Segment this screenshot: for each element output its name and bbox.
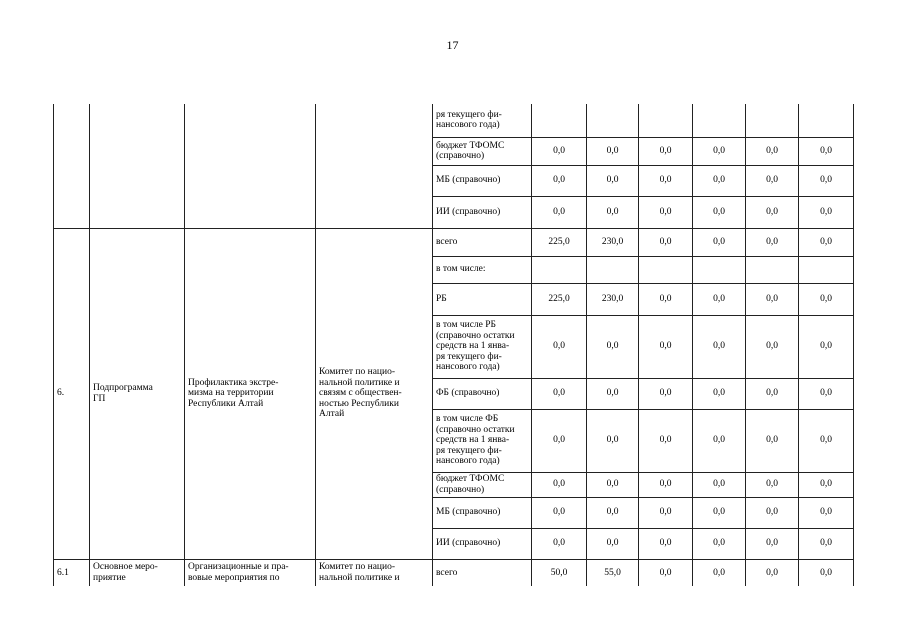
value-cell: 0,0 xyxy=(693,559,746,586)
table-row xyxy=(54,559,854,586)
value-cell: 0,0 xyxy=(587,409,639,472)
value-cell: 0,0 xyxy=(799,528,854,559)
value-cell: 0,0 xyxy=(693,228,746,256)
value-cell xyxy=(693,104,746,137)
value-cell: 225,0 xyxy=(532,228,587,256)
executor-text: Комитет по нацио- нальной политике и xyxy=(319,562,400,583)
value-cell: 0,0 xyxy=(746,315,799,378)
value-cell: 0,0 xyxy=(799,559,854,586)
value-cell: 0,0 xyxy=(693,283,746,315)
number-cell: 6. xyxy=(54,228,90,559)
value-cell: 0,0 xyxy=(639,228,693,256)
source-cell: МБ (справочно) xyxy=(433,497,532,528)
source-cell: ря текущего фи- нансового года) xyxy=(433,104,532,137)
value-cell: 0,0 xyxy=(587,196,639,228)
value-cell: 0,0 xyxy=(532,165,587,196)
value-cell: 0,0 xyxy=(639,528,693,559)
value-cell: 0,0 xyxy=(746,137,799,165)
value-cell: 0,0 xyxy=(799,137,854,165)
value-cell: 0,0 xyxy=(799,165,854,196)
value-cell: 0,0 xyxy=(587,315,639,378)
value-cell: 0,0 xyxy=(587,497,639,528)
source-cell: в том числе РБ (справочно остатки средств на 1 янва- ря текущего фи- нансового года) xyxy=(433,315,532,378)
value-cell: 0,0 xyxy=(746,228,799,256)
source-cell: РБ xyxy=(433,283,532,315)
value-cell: 0,0 xyxy=(532,315,587,378)
value-cell: 50,0 xyxy=(532,559,587,586)
value-cell xyxy=(746,256,799,283)
value-cell: 0,0 xyxy=(532,497,587,528)
source-cell: ФБ (справочно) xyxy=(433,378,532,409)
source-cell: бюджет ТФОМС (справочно) xyxy=(433,137,532,165)
name-text: Профилактика экстре- мизма на территории Республики Алтай xyxy=(188,377,279,409)
page-number: 17 xyxy=(446,38,459,52)
value-cell: 0,0 xyxy=(639,315,693,378)
source-cell: в том числе ФБ (справочно остатки средств на 1 янва- ря текущего фи- нансового года) xyxy=(433,409,532,472)
value-cell: 0,0 xyxy=(587,472,639,497)
value-cell xyxy=(799,104,854,137)
source-cell: ИИ (справочно) xyxy=(433,196,532,228)
value-cell: 0,0 xyxy=(799,315,854,378)
value-cell: 0,0 xyxy=(587,528,639,559)
value-cell: 0,0 xyxy=(587,137,639,165)
value-cell: 0,0 xyxy=(639,559,693,586)
number-cell: 6.1 xyxy=(54,559,90,586)
value-cell: 0,0 xyxy=(532,196,587,228)
table-row xyxy=(54,228,854,256)
table-row xyxy=(54,104,854,137)
value-cell: 0,0 xyxy=(639,409,693,472)
source-cell: ИИ (справочно) xyxy=(433,528,532,559)
executor-cell xyxy=(316,104,433,228)
value-cell: 0,0 xyxy=(532,137,587,165)
value-cell xyxy=(587,256,639,283)
value-cell: 0,0 xyxy=(746,497,799,528)
value-cell: 0,0 xyxy=(746,196,799,228)
value-cell: 0,0 xyxy=(693,137,746,165)
value-cell: 0,0 xyxy=(746,165,799,196)
value-cell: 0,0 xyxy=(639,497,693,528)
value-cell: 0,0 xyxy=(587,165,639,196)
value-cell: 0,0 xyxy=(693,472,746,497)
value-cell: 0,0 xyxy=(693,528,746,559)
value-cell: 0,0 xyxy=(532,528,587,559)
value-cell xyxy=(746,104,799,137)
value-cell: 0,0 xyxy=(799,497,854,528)
value-cell: 0,0 xyxy=(799,283,854,315)
status-text: Подпрограмма ГП xyxy=(93,383,153,404)
value-cell: 0,0 xyxy=(639,165,693,196)
name-cell xyxy=(185,559,316,586)
budget-table xyxy=(53,104,854,586)
source-cell: МБ (справочно) xyxy=(433,165,532,196)
value-cell: 0,0 xyxy=(746,283,799,315)
source-cell: в том числе: xyxy=(433,256,532,283)
value-cell: 230,0 xyxy=(587,228,639,256)
value-cell: 0,0 xyxy=(693,165,746,196)
executor-text: Комитет по нацио- нальной политике и связям с обществен- ностью Республики Алтай xyxy=(319,367,402,420)
source-cell: бюджет ТФОМС (справочно) xyxy=(433,472,532,497)
value-cell: 225,0 xyxy=(532,283,587,315)
value-cell: 55,0 xyxy=(587,559,639,586)
value-cell: 0,0 xyxy=(639,378,693,409)
value-cell: 0,0 xyxy=(587,378,639,409)
status-cell xyxy=(90,559,185,586)
value-cell: 0,0 xyxy=(639,472,693,497)
value-cell: 0,0 xyxy=(693,196,746,228)
value-cell: 0,0 xyxy=(532,378,587,409)
value-cell: 0,0 xyxy=(799,409,854,472)
value-cell: 230,0 xyxy=(587,283,639,315)
value-cell: 0,0 xyxy=(532,409,587,472)
executor-cell xyxy=(316,228,433,559)
value-cell xyxy=(532,256,587,283)
value-cell xyxy=(693,256,746,283)
value-cell: 0,0 xyxy=(746,528,799,559)
source-cell: всего xyxy=(433,228,532,256)
status-text: Основное меро- приятие xyxy=(93,562,158,583)
value-cell: 0,0 xyxy=(799,196,854,228)
value-cell: 0,0 xyxy=(799,472,854,497)
name-cell xyxy=(185,228,316,559)
value-cell: 0,0 xyxy=(693,497,746,528)
value-cell: 0,0 xyxy=(639,137,693,165)
value-cell: 0,0 xyxy=(639,196,693,228)
value-cell xyxy=(532,104,587,137)
value-cell: 0,0 xyxy=(532,472,587,497)
value-cell xyxy=(639,256,693,283)
value-cell: 0,0 xyxy=(746,378,799,409)
value-cell: 0,0 xyxy=(746,559,799,586)
value-cell: 0,0 xyxy=(799,378,854,409)
status-cell xyxy=(90,228,185,559)
source-cell: всего xyxy=(433,559,532,586)
name-text: Организационные и пра- вовые мероприятия по xyxy=(188,562,289,583)
value-cell xyxy=(639,104,693,137)
value-cell: 0,0 xyxy=(799,228,854,256)
value-cell: 0,0 xyxy=(746,472,799,497)
value-cell: 0,0 xyxy=(746,409,799,472)
value-cell xyxy=(799,256,854,283)
name-cell xyxy=(185,104,316,228)
executor-cell xyxy=(316,559,433,586)
value-cell: 0,0 xyxy=(693,315,746,378)
value-cell: 0,0 xyxy=(639,283,693,315)
value-cell: 0,0 xyxy=(693,409,746,472)
status-cell xyxy=(90,104,185,228)
number-cell xyxy=(54,104,90,228)
value-cell xyxy=(587,104,639,137)
value-cell: 0,0 xyxy=(693,378,746,409)
